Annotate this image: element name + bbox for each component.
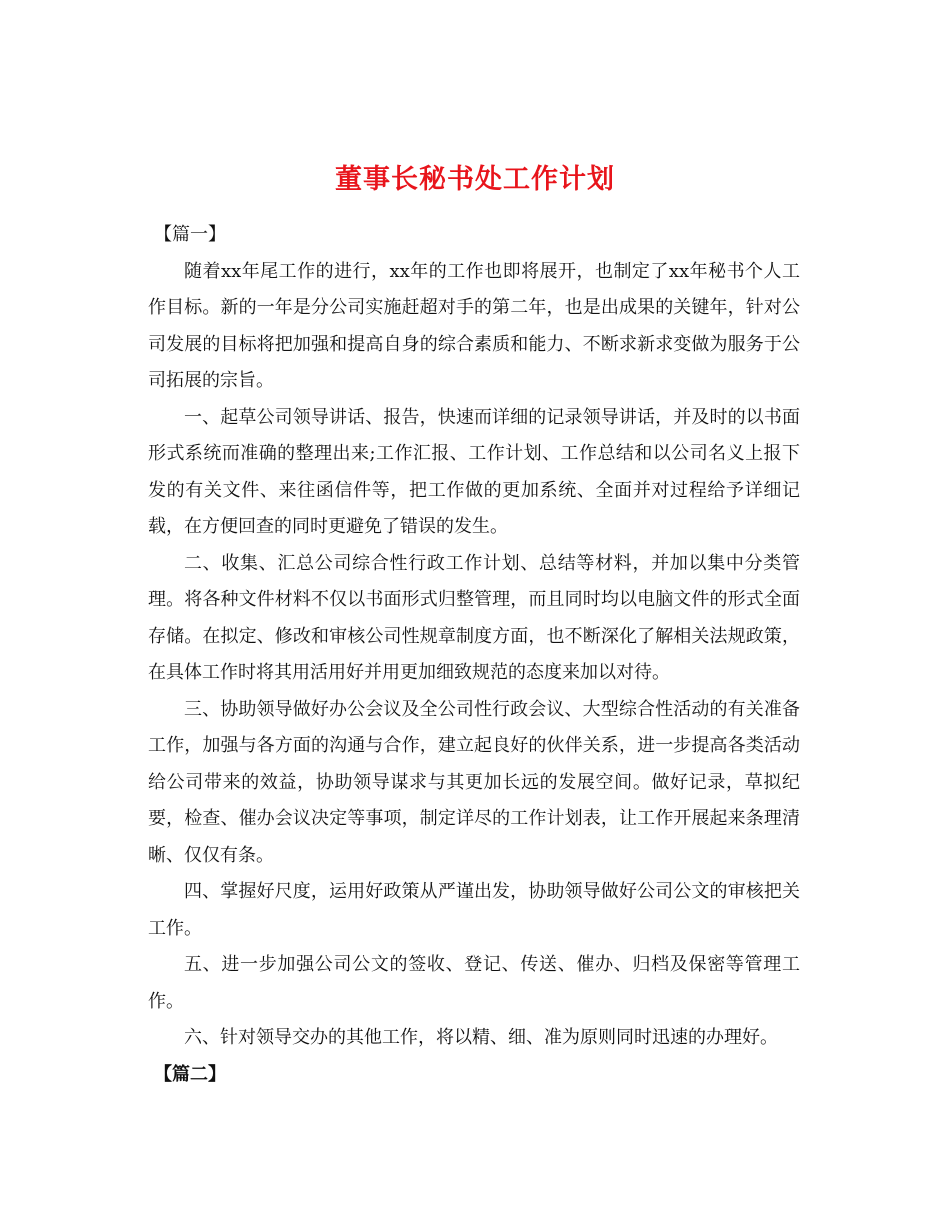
- document-body: [148, 217, 800, 1093]
- document-title: 董事长秘书处工作计划: [335, 164, 615, 196]
- paragraph-item-6: 六、针对领导交办的其他工作，将以精、细、准为原则同时迅速的办理好。: [184, 1027, 778, 1048]
- section-heading-1: 【篇一】: [154, 224, 226, 245]
- paragraph-item-2: 二、收集、汇总公司综合性行政工作计划、总结等材料，并加以集中分类管理。将各种文件材料不仅以书面形式归整管理，而且同时均以电脑文件的形式全面存储。在拟定、修改和审核公司性规章制度方面，也不断深化了解相关法规政策，在具体工作时将其用活用好并用更加细致规范的态度来加以对待。: [148, 552, 800, 683]
- paragraph-item-5: 五、进一步加强公司公文的签收、登记、传送、催办、归档及保密等管理工作。: [148, 954, 800, 1012]
- paragraph-intro: 随着xx年尾工作的进行，xx年的工作也即将展开，也制定了xx年秘书个人工作目标。新的一年是分公司实施赶超对手的第二年，也是出成果的关键年，针对公司发展的目标将把加强和提高自身的综合素质和能力、不断求新求变做为服务于公司拓展的宗旨。: [148, 260, 800, 391]
- paragraph-item-4: 四、掌握好尺度，运用好政策从严谨出发，协助领导做好公司公文的审核把关工作。: [148, 881, 800, 939]
- paragraph-item-3: 三、协助领导做好办公会议及全公司性行政会议、大型综合性活动的有关准备工作，加强与各方面的沟通与合作，建立起良好的伙伴关系，进一步提高各类活动给公司带来的效益，协助领导谋求与其更加长远的发展空间。做好记录，草拟纪要，检查、催办会议决定等事项，制定详尽的工作计划表，让工作开展起来条理清晰、仅仅有条。: [148, 698, 800, 866]
- section-heading-2: 【篇二】: [154, 1063, 226, 1085]
- paragraph-item-1: 一、起草公司领导讲话、报告，快速而详细的记录领导讲话，并及时的以书面形式系统而准确的整理出来;工作汇报、工作计划、工作总结和以公司名义上报下发的有关文件、来往函信件等，把工作做的更加系统、全面并对过程给予详细记载，在方便回查的同时更避免了错误的发生。: [148, 406, 800, 537]
